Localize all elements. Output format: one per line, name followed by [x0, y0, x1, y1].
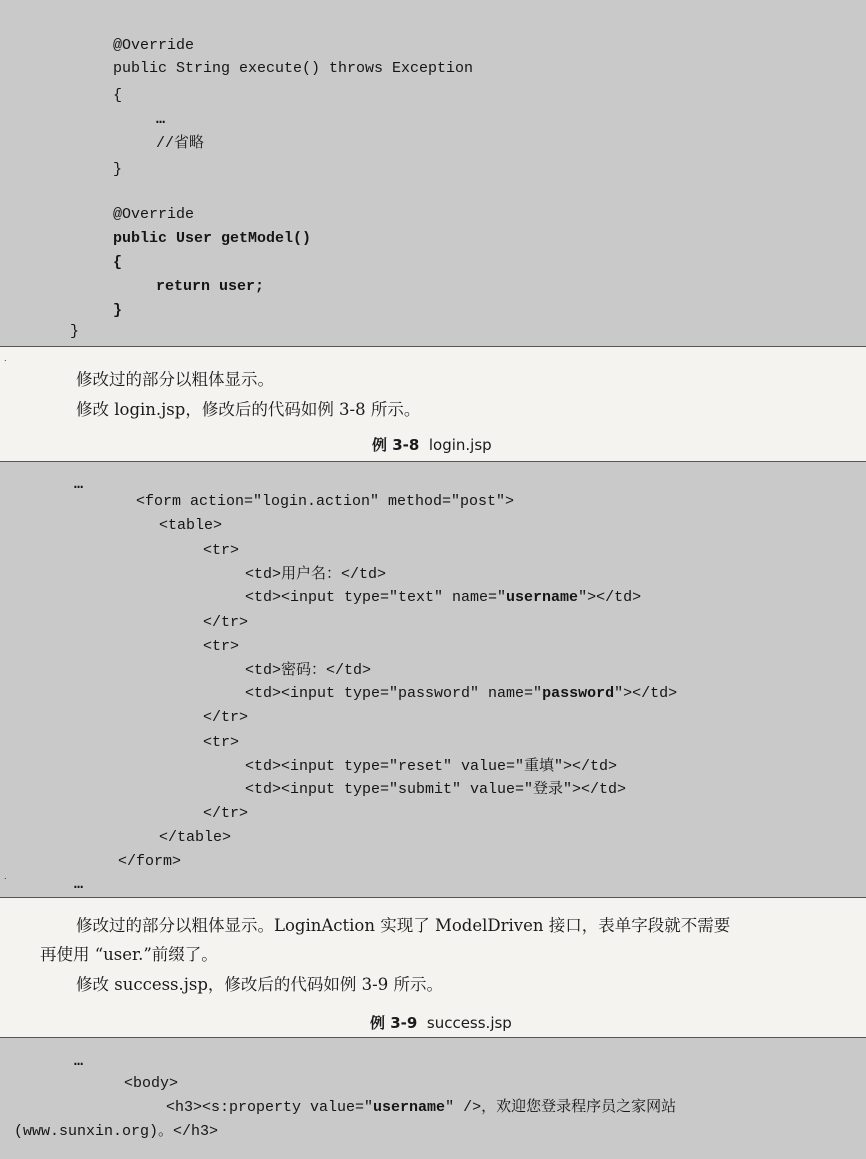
code-fragment-bold: username — [373, 1099, 446, 1116]
code-line: <table> — [159, 517, 223, 534]
code-line: } — [70, 323, 80, 340]
code-fragment: <td><input type="text" name=" — [245, 589, 507, 606]
code-line: <td>密码：</td> — [245, 662, 372, 679]
code-ellipsis: … — [74, 1053, 84, 1070]
code-line: <tr> — [203, 734, 240, 751]
code-line: <tr> — [203, 638, 240, 655]
code-fragment-bold: username — [506, 589, 579, 606]
code-block-execute — [0, 0, 866, 347]
code-line — [245, 588, 641, 608]
code-line: @Override — [113, 206, 195, 223]
caption-number: 例 3-9 — [370, 1014, 418, 1032]
code-fragment: "></td> — [614, 685, 678, 702]
code-line: } — [113, 161, 123, 178]
code-line: </table> — [159, 829, 232, 846]
caption-number: 例 3-8 — [372, 436, 420, 454]
code-line: </tr> — [203, 805, 249, 822]
code-ellipsis: … — [74, 476, 84, 493]
paragraph-prefix: 再使用 “user.”前缀了。 — [40, 945, 218, 964]
caption-example-3-9 — [370, 1012, 512, 1033]
paragraph-bold-note: 修改过的部分以粗体显示。 — [76, 370, 274, 389]
code-fragment: <td><input type="password" name=" — [245, 685, 543, 702]
code-line: return user; — [156, 278, 265, 295]
code-line: (www.sunxin.org)。</h3> — [14, 1123, 219, 1140]
scan-speck: . — [4, 354, 7, 363]
paragraph-modeldriven: 修改过的部分以粗体显示。LoginAction 实现了 ModelDriven 接口，表单字段就不需要 — [76, 916, 731, 935]
code-line: public String execute() throws Exception — [113, 60, 474, 77]
code-block-success-jsp — [0, 1037, 866, 1159]
code-line: </tr> — [203, 614, 249, 631]
code-line: } — [113, 302, 123, 319]
code-line: { — [113, 87, 123, 104]
code-block-login-jsp — [0, 461, 866, 898]
code-fragment: <h3><s:property value=" — [166, 1099, 374, 1116]
code-fragment: "></td> — [578, 589, 642, 606]
paragraph-login-jsp: 修改 login.jsp，修改后的代码如例 3-8 所示。 — [76, 400, 421, 419]
paragraph-success-jsp: 修改 success.jsp，修改后的代码如例 3-9 所示。 — [76, 975, 443, 994]
code-line: </tr> — [203, 709, 249, 726]
code-line: <td><input type="reset" value="重填"></td> — [245, 758, 618, 775]
code-ellipsis: … — [74, 876, 84, 893]
code-line: <tr> — [203, 542, 240, 559]
code-line: //省略 — [156, 135, 205, 152]
code-line: <td><input type="submit" value="登录"></td> — [245, 781, 627, 798]
code-line: … — [156, 111, 166, 128]
code-line: <body> — [124, 1075, 179, 1092]
scan-speck: . — [4, 872, 7, 881]
code-line — [245, 684, 677, 704]
caption-title: login.jsp — [428, 436, 492, 454]
code-line: <td>用户名：</td> — [245, 566, 387, 583]
caption-title: success.jsp — [426, 1014, 512, 1032]
code-line: @Override — [113, 37, 195, 54]
code-line: <form action="login.action" method="post"> — [136, 493, 515, 510]
caption-example-3-8 — [372, 434, 492, 455]
code-line — [166, 1098, 676, 1118]
code-line: { — [113, 254, 123, 271]
code-fragment: " />，欢迎您登录程序员之家网站 — [445, 1099, 677, 1116]
code-line: public User getModel() — [113, 230, 312, 247]
code-fragment-bold: password — [542, 685, 615, 702]
code-line: </form> — [118, 853, 182, 870]
